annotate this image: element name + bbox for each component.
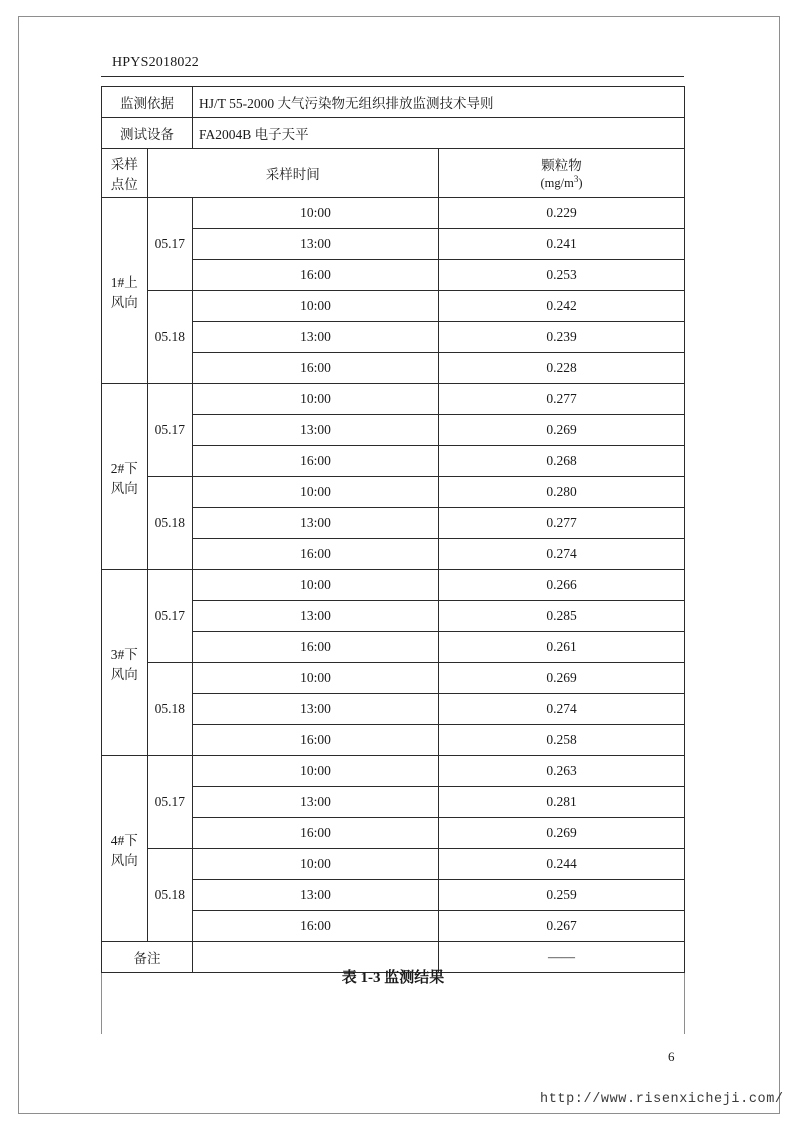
sampling-date-cell: 05.18 xyxy=(147,849,193,942)
result-value-cell: 0.274 xyxy=(439,539,685,570)
result-value-cell: 0.229 xyxy=(439,198,685,229)
sampling-time-cell: 16:00 xyxy=(193,539,439,570)
table-row xyxy=(102,570,685,601)
result-value-cell: 0.266 xyxy=(439,570,685,601)
sampling-time-cell: 16:00 xyxy=(193,260,439,291)
result-value-cell: 0.263 xyxy=(439,756,685,787)
header-parameter-name: 颗粒物 xyxy=(541,158,582,174)
document-code: HPYS2018022 xyxy=(112,55,199,70)
table-body xyxy=(102,87,685,973)
header-sampling-time: 采样时间 xyxy=(147,149,439,198)
sampling-point-cell: 3#下风向 xyxy=(102,570,148,756)
watermark-url: http://www.risenxicheji.com/ xyxy=(540,1092,784,1107)
table-row-equipment xyxy=(102,118,685,149)
sampling-time-cell: 10:00 xyxy=(193,756,439,787)
result-value-cell: 0.277 xyxy=(439,384,685,415)
sampling-date-cell: 05.17 xyxy=(147,384,193,477)
result-value-cell: 0.242 xyxy=(439,291,685,322)
remark-value: —— xyxy=(439,942,685,973)
result-value-cell: 0.280 xyxy=(439,477,685,508)
page-number: 6 xyxy=(668,1049,675,1064)
test-equipment-value: FA2004B 电子天平 xyxy=(193,118,685,149)
table-row xyxy=(102,384,685,415)
sampling-time-cell: 10:00 xyxy=(193,849,439,880)
sampling-time-cell: 13:00 xyxy=(193,787,439,818)
table-row-basis xyxy=(102,87,685,118)
sampling-time-cell: 13:00 xyxy=(193,601,439,632)
sampling-point-cell: 2#下风向 xyxy=(102,384,148,570)
result-value-cell: 0.274 xyxy=(439,694,685,725)
sampling-time-cell: 10:00 xyxy=(193,384,439,415)
sampling-time-cell: 16:00 xyxy=(193,911,439,942)
sampling-time-cell: 16:00 xyxy=(193,446,439,477)
table-row xyxy=(102,756,685,787)
sampling-point-cell: 4#下风向 xyxy=(102,756,148,942)
table-row xyxy=(102,849,685,880)
sampling-date-cell: 05.18 xyxy=(147,291,193,384)
result-value-cell: 0.244 xyxy=(439,849,685,880)
sampling-point-cell: 1#上风向 xyxy=(102,198,148,384)
sampling-time-cell: 10:00 xyxy=(193,291,439,322)
result-value-cell: 0.241 xyxy=(439,229,685,260)
table-caption: 表 1-3 监测结果 xyxy=(341,970,445,986)
result-value-cell: 0.239 xyxy=(439,322,685,353)
result-value-cell: 0.269 xyxy=(439,663,685,694)
result-value-cell: 0.253 xyxy=(439,260,685,291)
sampling-date-cell: 05.17 xyxy=(147,756,193,849)
header-divider xyxy=(101,76,684,77)
result-value-cell: 0.267 xyxy=(439,911,685,942)
sampling-time-cell: 13:00 xyxy=(193,508,439,539)
result-value-cell: 0.277 xyxy=(439,508,685,539)
result-value-cell: 0.268 xyxy=(439,446,685,477)
result-value-cell: 0.281 xyxy=(439,787,685,818)
table-row xyxy=(102,663,685,694)
result-value-cell: 0.269 xyxy=(439,415,685,446)
sampling-time-cell: 10:00 xyxy=(193,663,439,694)
monitoring-results-table xyxy=(101,86,685,973)
result-value-cell: 0.285 xyxy=(439,601,685,632)
sampling-time-cell: 10:00 xyxy=(193,570,439,601)
header-parameter-unit: $(mg/m^3)$ xyxy=(540,174,583,191)
sampling-time-cell: 13:00 xyxy=(193,880,439,911)
sampling-date-cell: 05.18 xyxy=(147,663,193,756)
remark-label: 备注 xyxy=(102,942,193,973)
sampling-time-cell: 16:00 xyxy=(193,632,439,663)
sampling-date-cell: 05.17 xyxy=(147,570,193,663)
sampling-time-cell: 13:00 xyxy=(193,322,439,353)
sampling-time-cell: 16:00 xyxy=(193,725,439,756)
test-equipment-label: 测试设备 xyxy=(102,118,193,149)
result-value-cell: 0.228 xyxy=(439,353,685,384)
sampling-time-cell: 16:00 xyxy=(193,818,439,849)
monitoring-basis-value: HJ/T 55-2000 大气污染物无组织排放监测技术导则 xyxy=(193,87,685,118)
table-header-row xyxy=(102,149,685,198)
table-row xyxy=(102,291,685,322)
sampling-time-cell: 13:00 xyxy=(193,694,439,725)
table-row xyxy=(102,198,685,229)
header-parameter xyxy=(439,149,685,198)
sampling-time-cell: 10:00 xyxy=(193,198,439,229)
sampling-time-cell: 13:00 xyxy=(193,229,439,260)
sampling-time-cell: 10:00 xyxy=(193,477,439,508)
result-value-cell: 0.258 xyxy=(439,725,685,756)
result-value-cell: 0.261 xyxy=(439,632,685,663)
sampling-time-cell: 16:00 xyxy=(193,353,439,384)
monitoring-basis-label: 监测依据 xyxy=(102,87,193,118)
header-sampling-point: 采样点位 xyxy=(102,149,148,198)
table-row xyxy=(102,477,685,508)
result-value-cell: 0.269 xyxy=(439,818,685,849)
sampling-time-cell: 13:00 xyxy=(193,415,439,446)
sampling-date-cell: 05.17 xyxy=(147,198,193,291)
sampling-date-cell: 05.18 xyxy=(147,477,193,570)
result-value-cell: 0.259 xyxy=(439,880,685,911)
